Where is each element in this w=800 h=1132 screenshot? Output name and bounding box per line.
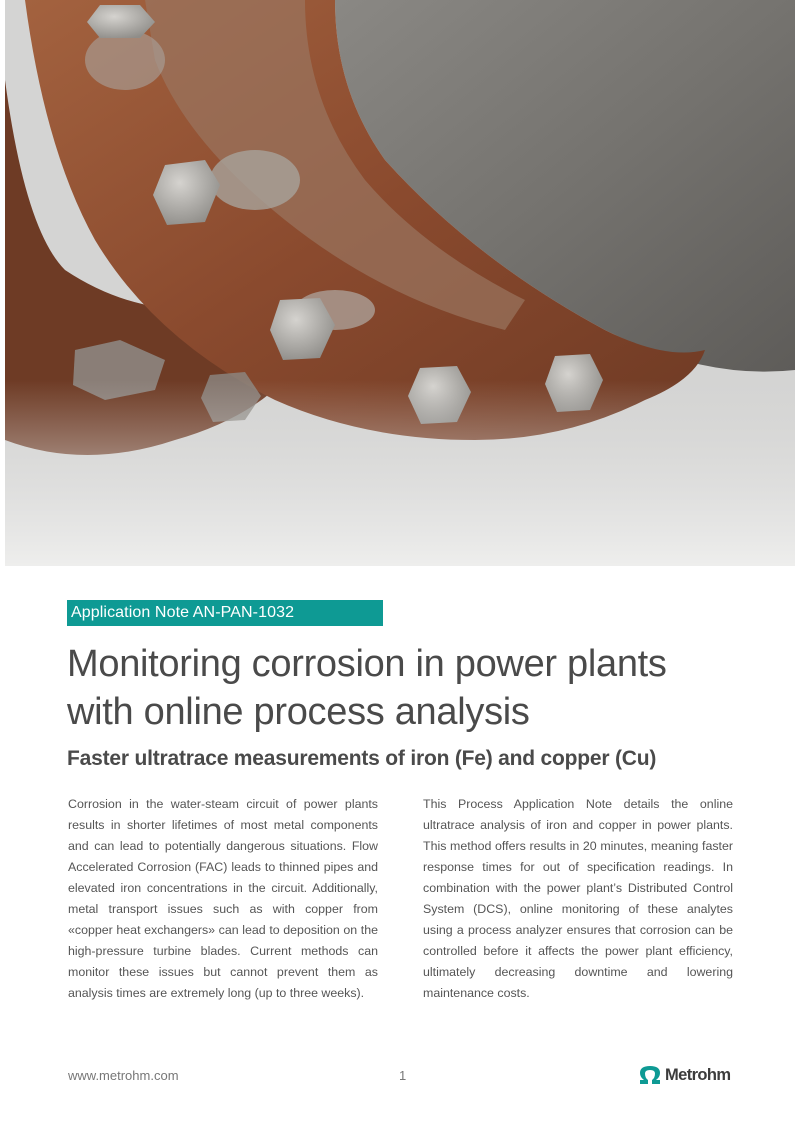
page-number: 1 [399, 1068, 407, 1083]
title-line-1: Monitoring corrosion in power plants [67, 643, 667, 685]
page-subtitle: Faster ultratrace measurements of iron (Fe) and copper (Cu) [67, 747, 657, 770]
metrohm-logo [638, 1064, 730, 1086]
intro-paragraph-left: Corrosion in the water-steam circuit of power plants results in shorter lifetimes of most metal components and can lead to potentially dangerous situations. Flow Accelerated Corrosion (FAC) leads to thinned pipes and elevated iron concentrations in the circuit. Additionally, metal transport issues such as with copper from «copper heat exchangers» can lead to deposition on the high-pressure turbine blades. Current methods can monitor these issues but cannot prevent them as analysis times are extremely long (up to three weeks). [68, 797, 378, 1000]
footer-website-link[interactable]: www.metrohm.com [68, 1068, 179, 1083]
logo-wordmark: Metrohm [665, 1065, 731, 1084]
metrohm-omega-icon [638, 1065, 662, 1085]
application-note-badge: Application Note AN-PAN-1032 [67, 600, 383, 626]
intro-paragraph-right: This Process Application Note details the online ultratrace analysis of iron and copper in power plants. This method offers results in 20 minutes, meaning faster response times for out of specification readings. In combination with the power plant’s Distributed Control System (DCS), online monitoring of these analytes using a process analyzer ensures that corrosion can be controlled before it affects the power plant efficiency, ultimately decreasing downtime and lowering maintenance costs. [423, 797, 733, 1000]
title-line-2: with online process analysis [67, 691, 530, 733]
page-title [67, 640, 767, 736]
hero-photo-corroded-pipe-flange [5, 0, 795, 566]
